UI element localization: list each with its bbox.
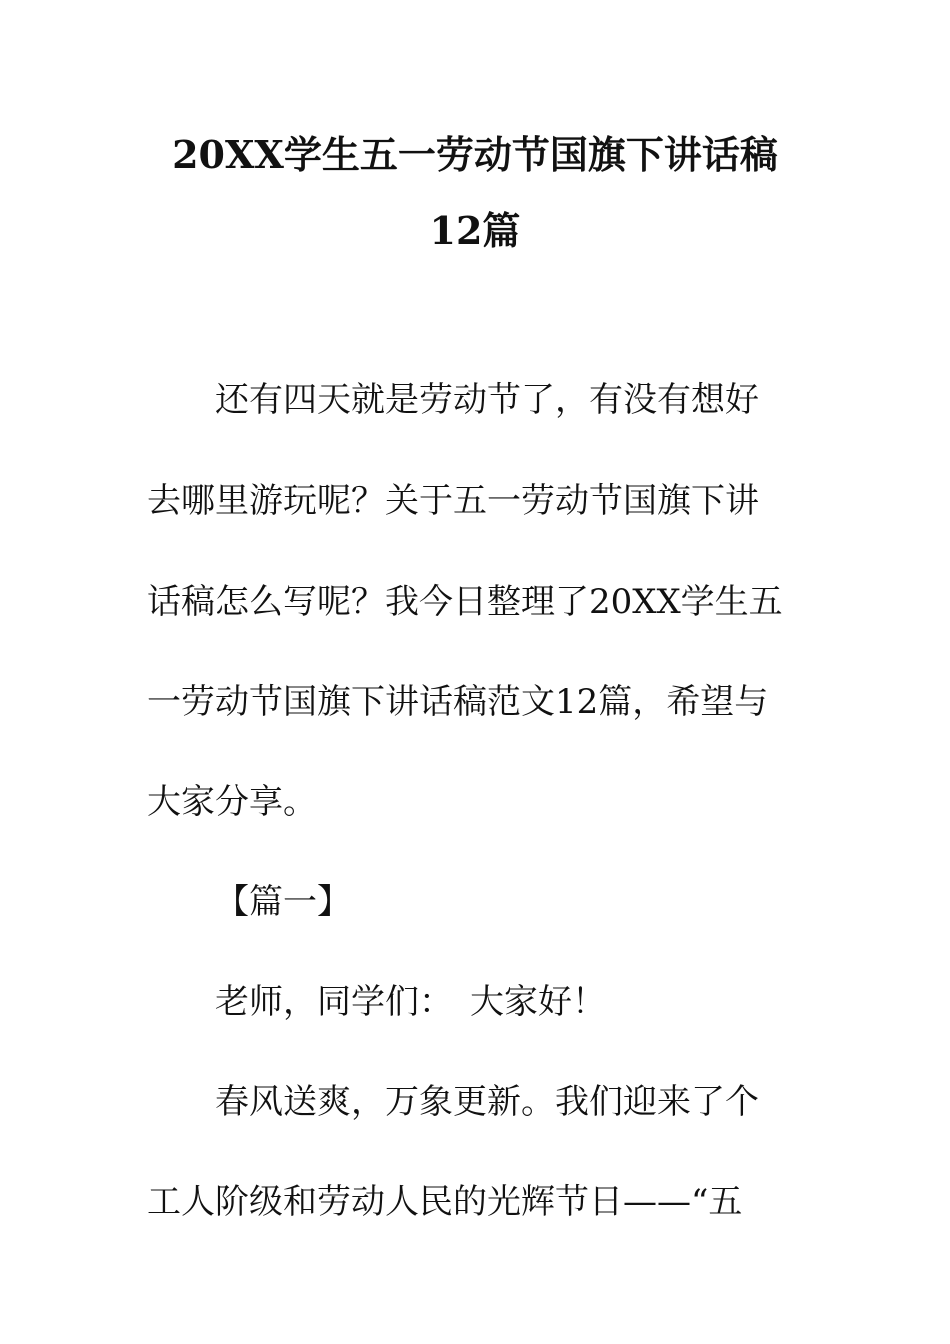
title-line-2: 12篇 (429, 208, 521, 253)
body-line-5: 大家分享。 (147, 782, 317, 822)
body-line-2: 去哪里游玩呢？关于五一劳动节国旗下讲 (147, 481, 759, 521)
body-line-4: 一劳动节国旗下讲话稿范文12篇，希望与 (147, 682, 769, 722)
body-line-1: 还有四天就是劳动节了，有没有想好 (215, 380, 759, 420)
title-line-1: 20XX学生五一劳动节国旗下讲话稿 (172, 132, 778, 177)
body-line-9: 工人阶级和劳动人民的光辉节日——“五 (147, 1182, 743, 1222)
greeting-line: 老师，同学们： 大家好！ (215, 982, 606, 1022)
body-line-3: 话稿怎么写呢？我今日整理了20XX学生五 (147, 582, 783, 622)
body-line-8: 春风送爽，万象更新。我们迎来了个 (215, 1082, 759, 1122)
section-heading: 【篇一】 (215, 882, 351, 922)
